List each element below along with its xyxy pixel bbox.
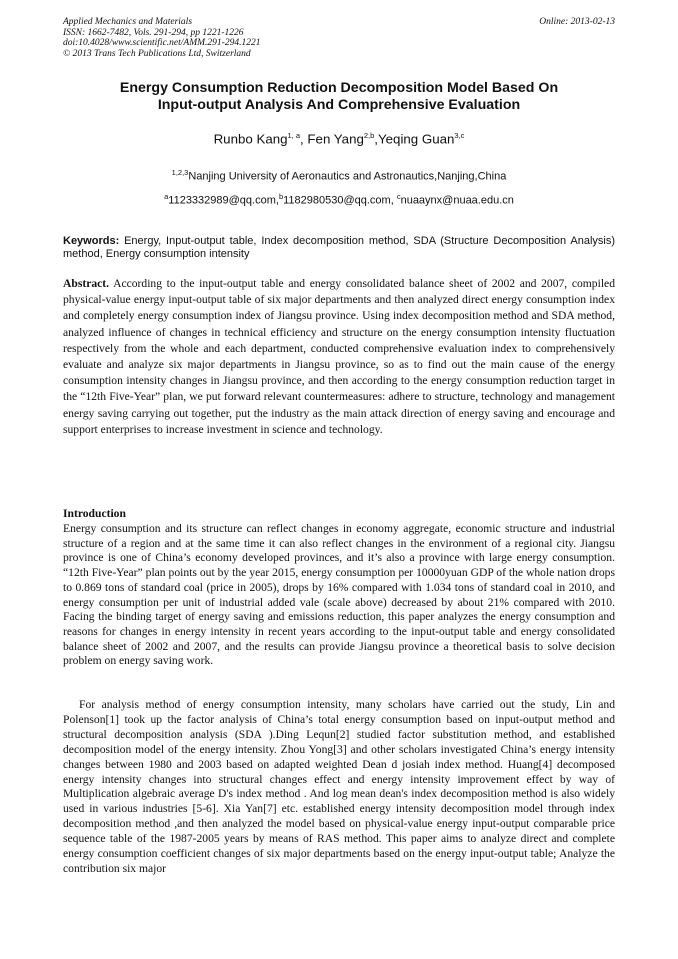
author-name: Yeqing Guan	[378, 131, 455, 147]
journal-name: Applied Mechanics and Materials	[63, 17, 193, 27]
introduction-heading: Introduction	[63, 507, 126, 520]
abstract-section	[63, 276, 615, 438]
author-emails	[63, 190, 615, 208]
introduction-paragraph-2: For analysis method of energy consumption intensity, many scholars have carried out the study, Lin and Polenson[1] took up the factor analysis of China’s total energy consumption based on input-output method and structural decomposition analysis (SDA ).Ding Lequn[2] studied factor substitution method, and established decomposition model of the energy intensity. Zhou Yong[3] and other scholars investigated China’s energy intensity changes between 1980 and 2003 based on adapted weighted Dean d josiah index method. Huang[4] decomposed energy intensity changes into structural changes effect and energy intensity improvement effect by way of Multiplication algebraic average D's index method . And log mean dean's index decomposition method is also widely used in various industries [5-6]. Xia Yan[7] etc. established energy intensity decomposition model through index decomposition method ,and then analyzed the model based on physical-value energy input-output comparable price sequence table of the 1987-2005 years by means of RAS method. This paper aims to analyze direct and complete energy consumption coefficient changes of six major departments based on the energy input-output table; Analyze the contribution six major	[63, 698, 615, 875]
online-date: Online: 2013-02-13	[539, 17, 615, 27]
email-superscript: b	[278, 192, 284, 201]
paper-title-line-1: Energy Consumption Reduction Decomposition Model Based On	[119, 80, 559, 96]
email-address: 1182980530@qq.com,	[283, 194, 397, 207]
introduction-paragraph-1: Energy consumption and its structure can reflect changes in economy aggregate, economic structure and industrial structure of a region and at the same time it can also reflect changes in the environment of a regional city. Jiangsu province is one of China’s economy developed provinces, and it’s also a province with large energy consumption. “12th Five-Year” plan points out by the year 2015, energy consumption per 10000yuan GDP of the whole nation drops to 0.869 tons of standard coal (price in 2005), drops by 16% compared with 1.034 tons of standard coal in 2010, and energy consumption per unit of industrial added vale (scale above) decreased by about 21% compared with 2010. Facing the binding target of energy saving and emissions reduction, this paper analyzes the energy consumption and reasons for changes in energy intensity in recent years according to the input-output table and energy consolidated balance sheet of 2002 and 2007, and the results can provide Jiangsu province a theoretical basis to solve decision problem on energy saving work.	[63, 522, 615, 668]
email-address: 1123332989@qq.com,	[168, 194, 279, 207]
affiliation-text: Nanjing University of Aeronautics and Astronautics,Nanjing,China	[188, 170, 507, 183]
abstract-text: According to the input-output table and energy consolidated balance sheet of 2002 and 2007, compiled physical-value energy input-output table of six major departments and then analyzed direct energy consumption index and completely energy consumption index of Jiangsu province. Using index decomposition method and SDA method, analyzed influence of changes in technical efficiency and structure on the energy consumption intensity fluctuation respectively from the whole and each department, conducted comprehensive evaluation index to comprehensively evaluate and analyze six major departments in Jiangsu province, so as to find out the main cause of the energy consumption intensity changes in Jiangsu province, and then according to the energy consumption reduction target in the “12th Five-Year” plan, we put forward relevant countermeasures: adhere to structure, technology and management energy saving carrying out together, put the industry as the main attack direction of energy saving and encourage and support enterprises to increase investment in science and technology.	[63, 277, 615, 436]
author-name: Runbo Kang	[213, 131, 288, 147]
keywords-section	[63, 235, 615, 261]
email-superscript: c	[396, 192, 401, 201]
author-separator: ,	[374, 131, 378, 147]
journal-issn: ISSN: 1662-7482, Vols. 291-294, pp 1221-1226	[63, 27, 244, 38]
journal-doi: doi:10.4028/www.scientific.net/AMM.291-294.1221	[63, 38, 261, 49]
abstract-label: Abstract.	[63, 277, 110, 290]
email-superscript: a	[164, 192, 169, 201]
author-superscript: 2,b	[363, 131, 375, 140]
paper-title-line-2: Input-output Analysis And Comprehensive Evaluation	[157, 97, 521, 113]
email-address: nuaaynx@nuaa.edu.cn	[400, 194, 514, 207]
keywords-text: Energy, Input-output table, Index decomposition method, SDA (Structure Decomposition Analysis) method, Energy consumption intensity	[63, 235, 615, 261]
keywords-label: Keywords:	[63, 235, 120, 247]
journal-copyright: © 2013 Trans Tech Publications Ltd, Switzerland	[63, 48, 251, 59]
affiliation	[63, 166, 615, 184]
author-list	[63, 128, 615, 147]
author-superscript: 3,c	[454, 131, 465, 140]
author-superscript: 1, a	[287, 131, 301, 140]
author-separator: ,	[300, 131, 308, 147]
journal-header	[63, 17, 463, 59]
affiliation-superscript: 1,2,3	[171, 168, 189, 177]
author-name: Fen Yang	[307, 131, 364, 147]
paper-title	[63, 80, 615, 114]
